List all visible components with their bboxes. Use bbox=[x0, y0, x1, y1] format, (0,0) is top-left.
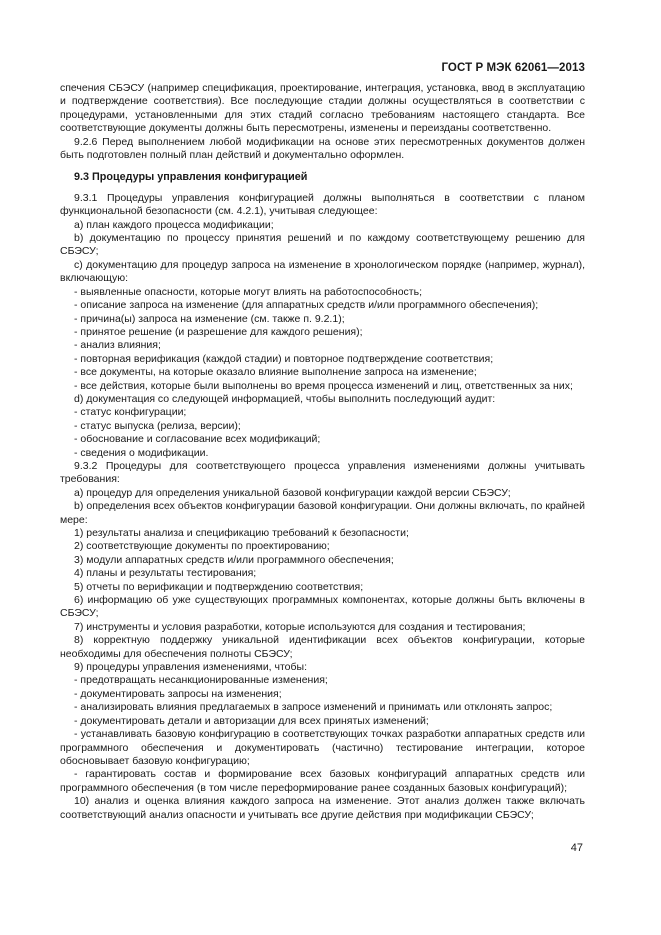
intro-paragraph: спечения СБЭСУ (например спецификация, проектирование, интеграция, установка, ввод в эксплуатацию и подтверждение соответствия). Все последующие стадии должны осуществляться в соответствии с процедурами, установленными для этих стадий согласно требованиям настоящего стандарта. Все соответствующие документы должны быть пересмотрены, изменены и переизданы соответственно. bbox=[60, 82, 585, 135]
list-item: 8) корректную поддержку уникальной идентификации всех объектов конфигурации, которые необходимы для обеспечения полноты СБЭСУ; bbox=[60, 634, 585, 660]
list-item: - анализ влияния; bbox=[74, 339, 161, 352]
list-item: - статус выпуска (релиза, версии); bbox=[74, 419, 241, 432]
list-item: 1) результаты анализа и спецификацию требований к безопасности; bbox=[74, 527, 409, 539]
clause-9-3-2: 9.3.2 Процедуры для соответствующего процесса управления изменениями должны учитывать требования: bbox=[60, 459, 585, 486]
list-item: - сведения о модификации. bbox=[74, 446, 209, 459]
list-item: - все документы, на которые оказало влияние выполнение запроса на изменение; bbox=[74, 366, 477, 379]
list-item: - повторная верификация (каждой стадии) и повторное подтверждение соответствия; bbox=[74, 352, 494, 365]
list-item-a: а) план каждого процесса модификации; bbox=[74, 218, 274, 231]
list-item: 4) планы и результаты тестирования; bbox=[74, 567, 257, 580]
list-item: 5) отчеты по верификации и подтверждению соответствия; bbox=[74, 580, 364, 593]
list-item: - гарантировать состав и формирование всех базовых конфигураций аппаратных средств или программного обеспечения (в том числе переформирование ранее созданных базовых конфигураций); bbox=[60, 768, 585, 794]
list-item: 9) процедуры управления изменениями, чтобы: bbox=[74, 661, 307, 674]
list-item: - документировать детали и авторизации для всех принятых изменений; bbox=[74, 714, 429, 727]
list-item: - статус конфигурации; bbox=[74, 406, 187, 419]
list-item: - анализировать влияния предлагаемых в запросе изменений и принимать или отклонять запрос; bbox=[74, 701, 553, 714]
list-item: - все действия, которые были выполнены во время процесса изменений и лиц, ответственных за них; bbox=[74, 379, 573, 392]
section-heading-9-3: 9.3 Процедуры управления конфигурацией bbox=[74, 171, 308, 184]
configuration-items-list bbox=[60, 527, 585, 674]
requirement-a: а) процедур для определения уникальной базовой конфигурации каждой версии СБЭСУ; bbox=[74, 486, 511, 499]
list-item-c: c) документацию для процедур запроса на изменение в хронологическом порядке (например, журнал), включающую: bbox=[60, 258, 585, 285]
change-control-list bbox=[60, 674, 585, 795]
page-number: 47 bbox=[570, 842, 583, 854]
requirement-b: b) определения всех объектов конфигурации базовой конфигурации. Они должны включать, по крайней мере: bbox=[60, 500, 585, 526]
list-item: - документировать запросы на изменения; bbox=[74, 687, 282, 700]
list-item-b: b) документацию по процессу принятия решений и по каждому соответствующему решению для СБЭСУ; bbox=[60, 232, 585, 258]
list-item: - причина(ы) запроса на изменение (см. также п. 9.2.1); bbox=[74, 312, 345, 325]
list-item-d: d) документация со следующей информацией, чтобы выполнить последующий аудит: bbox=[74, 392, 496, 405]
audit-info-list bbox=[60, 406, 585, 460]
list-item: 2) соответствующие документы по проектированию; bbox=[74, 540, 330, 553]
list-item: - предотвращать несанкционированные изменения; bbox=[74, 674, 328, 687]
list-item: - принятое решение (и разрешение для каждого решения); bbox=[74, 325, 363, 338]
change-request-list bbox=[60, 286, 585, 393]
clause-9-3-1: 9.3.1 Процедуры управления конфигурацией должны выполняться в соответствии с планом функциональной безопасности (см. 4.2.1), учитывая следующее: bbox=[60, 191, 585, 218]
list-item: - устанавливать базовую конфигурацию в соответствующих точках разработки аппаратных средств или программного обеспечения и документировать (частично) тестирование интеграции, которое обосновывает базовую конфигурацию; bbox=[60, 728, 585, 767]
clause-9-2-6: 9.2.6 Перед выполнением любой модификации на основе этих пересмотренных документов должен быть подготовлен полный план действий и документально оформлен. bbox=[60, 135, 585, 162]
list-item: - выявленные опасности, которые могут влиять на работоспособность; bbox=[74, 285, 422, 298]
page-content bbox=[60, 82, 585, 822]
list-item-10: 10) анализ и оценка влияния каждого запроса на изменение. Этот анализ должен также включать соответствующий анализ опасности и учитывать все другие действия при модификации СБЭСУ; bbox=[60, 795, 585, 821]
list-item: 7) инструменты и условия разработки, которые используются для создания и тестирования; bbox=[74, 620, 526, 633]
standard-code-header: ГОСТ Р МЭК 62061—2013 bbox=[441, 62, 585, 74]
list-item: - обоснование и согласование всех модификаций; bbox=[74, 433, 321, 446]
list-item: - описание запроса на изменение (для аппаратных средств и/или программного обеспечения); bbox=[74, 299, 539, 312]
list-item: 6) информацию об уже существующих программных компонентах, которые должны быть включены в СБЭСУ; bbox=[60, 594, 585, 620]
list-item: 3) модули аппаратных средств и/или программного обеспечения; bbox=[74, 553, 394, 566]
